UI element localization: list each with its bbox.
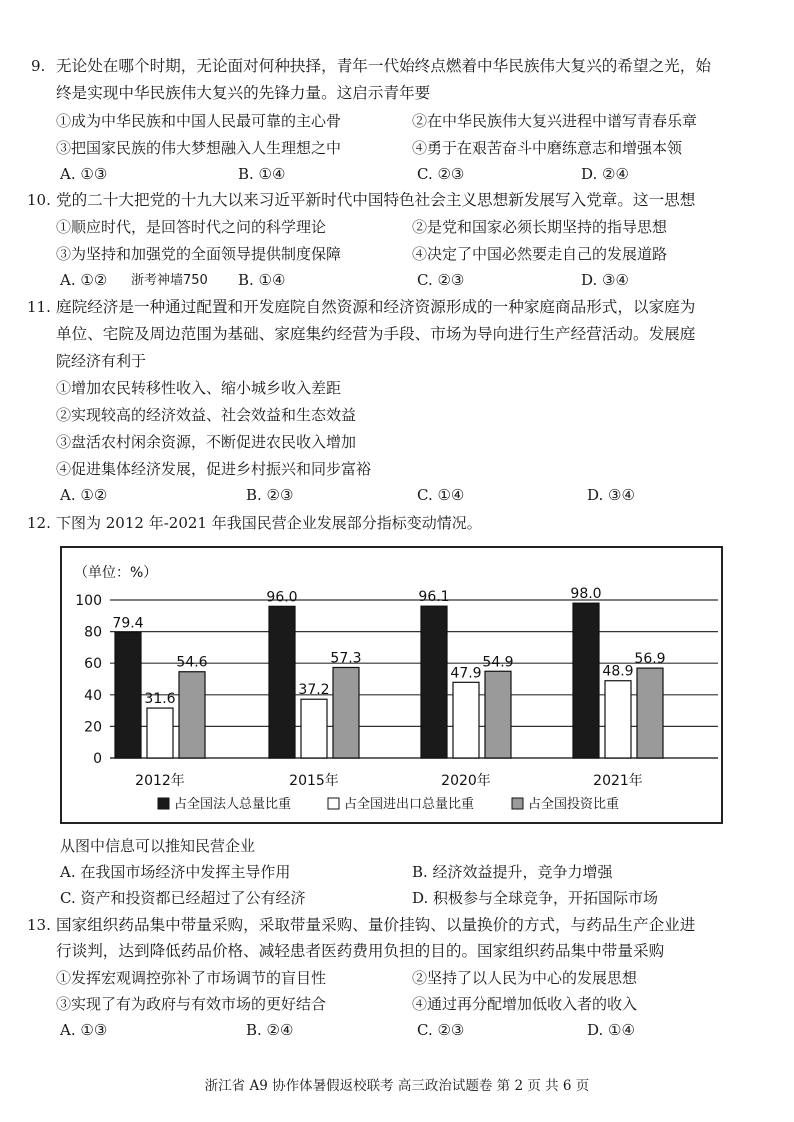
q9-item-3: ③把国家民族的伟大梦想融入人生理想之中 — [56, 139, 342, 157]
q10-item-3: ③为坚持和加强党的全面领导提供制度保障 — [56, 245, 342, 263]
data-label: 47.9 — [450, 665, 482, 682]
bar-2 — [301, 699, 327, 758]
q11-choice-a[interactable]: A. ①② — [60, 486, 108, 504]
q13-item-1: ①发挥宏观调控弥补了市场调节的盲目性 — [56, 969, 327, 987]
data-label: 57.3 — [330, 650, 362, 667]
q10-stem-line1: 党的二十大把党的十九大以来习近平新时代中国特色社会主义思想新发展写入党章。这一思想 — [56, 191, 696, 209]
q9-choice-d[interactable]: D. ②④ — [581, 165, 629, 183]
q10-number: 10. — [27, 191, 51, 209]
data-label: 54.9 — [482, 654, 514, 671]
data-label: 98.0 — [570, 586, 602, 603]
data-label: 37.2 — [298, 682, 330, 699]
q13-number: 13. — [27, 916, 51, 934]
q9-item-1: ①成为中华民族和中国人民最可靠的主心骨 — [56, 112, 342, 130]
data-label: 56.9 — [634, 651, 666, 668]
watermark-text: 浙考神墙750 — [131, 273, 208, 288]
q12-choice-d[interactable]: D. 积极参与全球竞争，开拓国际市场 — [412, 889, 659, 907]
y-tick-label: 100 — [75, 593, 102, 609]
q10-item-1: ①顺应时代，是回答时代之问的科学理论 — [56, 218, 327, 236]
bar-1 — [269, 606, 295, 758]
q12-stem-line1: 下图为 2012 年-2021 年我国民营企业发展部分指标变动情况。 — [56, 514, 482, 532]
q10-choice-d[interactable]: D. ③④ — [581, 271, 629, 289]
q11-item-1: ①增加农民转移性收入、缩小城乡收入差距 — [56, 379, 342, 397]
legend-label: 占全国进出口总量比重 — [344, 797, 475, 812]
q13-choice-b[interactable]: B. ②④ — [246, 1021, 294, 1039]
q13-item-4: ④通过再分配增加低收入者的收入 — [412, 995, 638, 1013]
q12-choice-a[interactable]: A. 在我国市场经济中发挥主导作用 — [60, 863, 291, 881]
legend-swatch — [158, 798, 169, 809]
q10-choice-c[interactable]: C. ②③ — [417, 271, 465, 289]
q13-item-3: ③实现了有为政府与有效市场的更好结合 — [56, 995, 327, 1013]
y-tick-label: 20 — [84, 719, 102, 736]
q11-number: 11. — [27, 298, 51, 316]
bar-2 — [453, 682, 479, 758]
x-category-label: 2020年 — [441, 773, 491, 789]
y-tick-label: 80 — [84, 624, 102, 641]
bar-1 — [115, 633, 141, 758]
x-category-label: 2015年 — [289, 773, 339, 789]
chart-unit-label: （单位：%） — [74, 565, 158, 581]
q13-choice-c[interactable]: C. ②③ — [417, 1021, 465, 1039]
page-footer: 浙江省 A9 协作体暑假返校联考 高三政治试题卷 第 2 页 共 6 页 — [204, 1078, 590, 1094]
bar-3 — [179, 672, 205, 758]
data-label: 31.6 — [144, 691, 176, 708]
q10-choice-b[interactable]: B. ①④ — [238, 271, 286, 289]
q11-choice-d[interactable]: D. ③④ — [587, 486, 635, 504]
q13-stem-line1: 国家组织药品集中带量采购，采取带量采购、量价挂钩、以量换价的方式，与药品生产企业进 — [56, 916, 696, 934]
legend-swatch — [328, 798, 339, 809]
y-tick-label: 0 — [93, 751, 102, 767]
q13-item-2: ②坚持了以人民为中心的发展思想 — [412, 969, 638, 987]
q11-choice-c[interactable]: C. ①④ — [417, 486, 465, 504]
y-tick-label: 60 — [84, 656, 102, 673]
data-label: 48.9 — [602, 663, 634, 680]
q11-stem-line1: 庭院经济是一种通过配置和开发庭院自然资源和经济资源形成的一种家庭商品形式，以家庭为 — [56, 298, 696, 316]
y-tick-label: 40 — [84, 687, 102, 704]
q11-item-3: ③盘活农村闲余资源，不断促进农民收入增加 — [56, 433, 357, 451]
q9-number: 9. — [31, 57, 46, 75]
q9-stem-line1: 无论处在哪个时期，无论面对何种抉择，青年一代始终点燃着中华民族伟大复兴的希望之光，始 — [56, 57, 711, 75]
data-label: 96.0 — [266, 589, 298, 606]
bar-3 — [485, 671, 511, 758]
q11-stem-line3: 院经济有利于 — [56, 352, 147, 370]
q11-choice-b[interactable]: B. ②③ — [246, 486, 294, 504]
bar-3 — [637, 668, 663, 758]
q13-choice-a[interactable]: A. ①③ — [60, 1021, 108, 1039]
bar-2 — [147, 708, 173, 758]
chart-svg — [62, 548, 721, 822]
bar-chart — [60, 546, 723, 824]
q12-after-chart: 从图中信息可以推知民营企业 — [60, 837, 256, 855]
q11-stem-line2: 单位、宅院及周边范围为基础、家庭集约经营为手段、市场为导向进行生产经营活动。发展庭 — [56, 325, 696, 343]
legend-label: 占全国投资比重 — [528, 797, 620, 812]
q9-choice-a[interactable]: A. ①③ — [60, 165, 108, 183]
q13-choice-d[interactable]: D. ①④ — [587, 1021, 635, 1039]
q9-choice-c[interactable]: C. ②③ — [417, 165, 465, 183]
q9-choice-b[interactable]: B. ①④ — [238, 165, 286, 183]
q12-choice-c[interactable]: C. 资产和投资都已经超过了公有经济 — [60, 889, 306, 907]
q9-stem-line2: 终是实现中华民族伟大复兴的先锋力量。这启示青年要 — [56, 84, 431, 102]
bar-3 — [333, 667, 359, 758]
q11-item-4: ④促进集体经济发展，促进乡村振兴和同步富裕 — [56, 460, 372, 478]
q12-choice-b[interactable]: B. 经济效益提升，竞争力增强 — [412, 863, 613, 881]
bar-2 — [605, 681, 631, 758]
q13-stem-line2: 行谈判，达到降低药品价格、减轻患者医药费用负担的目的。国家组织药品集中带量采购 — [56, 942, 665, 960]
x-category-label: 2021年 — [593, 773, 643, 789]
bar-1 — [421, 606, 447, 758]
legend-swatch — [512, 798, 523, 809]
q10-item-4: ④决定了中国必然要走自己的发展道路 — [412, 245, 668, 263]
data-label: 54.6 — [176, 654, 208, 671]
data-label: 96.1 — [418, 589, 450, 606]
q9-item-2: ②在中华民族伟大复兴进程中谱写青春乐章 — [412, 112, 698, 130]
x-category-label: 2012年 — [135, 773, 185, 789]
q11-item-2: ②实现较高的经济效益、社会效益和生态效益 — [56, 406, 357, 424]
q10-choice-a[interactable]: A. ①② — [60, 271, 108, 289]
data-label: 79.4 — [112, 615, 144, 632]
q10-item-2: ②是党和国家必须长期坚持的指导思想 — [412, 218, 668, 236]
q9-item-4: ④勇于在艰苦奋斗中磨练意志和增强本领 — [412, 139, 683, 157]
legend-label: 占全国法人总量比重 — [174, 797, 292, 812]
bar-1 — [573, 603, 599, 758]
q12-number: 12. — [27, 514, 51, 532]
